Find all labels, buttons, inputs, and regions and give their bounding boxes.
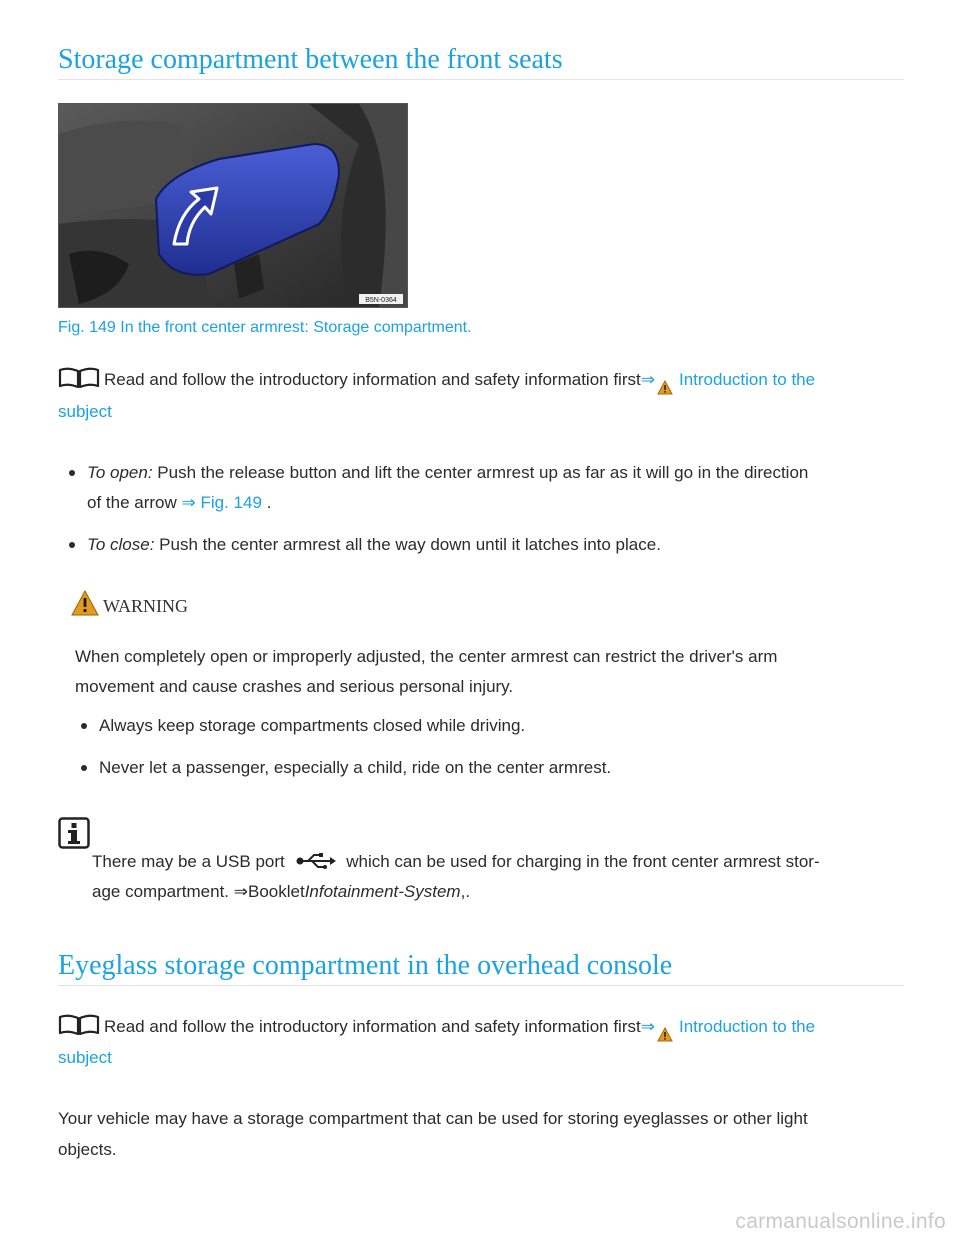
figure-image-armrest — [58, 103, 408, 308]
body-text-1: Your vehicle may have a storage compartment that can be used for storing eyeglasses or other light — [58, 1109, 808, 1128]
warning-text-1: When completely open or improperly adjusted, the center armrest can restrict the driver's arm — [75, 647, 778, 666]
intro2-link[interactable]: Introduction to the — [678, 1017, 816, 1036]
intro2-arrow: ⇒ — [640, 1017, 655, 1036]
section-heading-eyeglass: Eyeglass storage compartment in the overhead console — [58, 950, 673, 981]
info-icon — [58, 817, 90, 854]
step-open-end: . — [266, 493, 272, 512]
intro-line — [104, 364, 815, 405]
intro-text: Read and follow the introductory information and safety information first — [104, 370, 641, 389]
warning-item: Never let a passenger, especially a child, ride on the center armrest. — [99, 752, 611, 783]
book-icon — [58, 367, 100, 394]
step-close-label: To close: — [87, 535, 155, 554]
step-open-cont — [87, 487, 271, 518]
step-close-text: Push the center armrest all the way down until it latches into place. — [159, 535, 661, 554]
watermark: carmanualsonline.info — [735, 1210, 946, 1233]
note-line2-italic: Infotainment-System — [304, 882, 461, 901]
heading-rule — [58, 79, 904, 80]
body-text-2: objects. — [58, 1140, 117, 1159]
warning-text-2: movement and cause crashes and serious personal injury. — [75, 677, 514, 696]
note-text-pre: There may be a USB port — [92, 852, 285, 871]
note-line-2 — [92, 876, 470, 907]
usb-icon — [296, 848, 336, 879]
warning-item: Always keep storage compartments closed while driving. — [99, 710, 525, 741]
step-close — [87, 529, 897, 560]
step-open-text: Push the release button and lift the center armrest up as far as it will go in the direction — [157, 463, 809, 482]
heading-rule — [58, 985, 904, 986]
step-open — [87, 457, 897, 488]
warning-title: WARNING — [103, 596, 188, 616]
fig-ref-link[interactable]: ⇒ Fig. 149 — [181, 493, 262, 512]
intro-link[interactable]: Introduction to the — [678, 370, 816, 389]
warning-triangle-icon — [657, 1021, 673, 1052]
intro2-text: Read and follow the introductory information and safety information first — [104, 1017, 641, 1036]
note-line2-a: age compartment. ⇒Booklet — [92, 882, 305, 901]
step-open-text2: of the arrow — [87, 493, 177, 512]
note-text-post: which can be used for charging in the front center armrest stor- — [346, 852, 820, 871]
intro-line-2 — [104, 1011, 815, 1052]
warning-icon — [71, 590, 99, 621]
section-heading-storage: Storage compartment between the front seats — [58, 44, 563, 75]
warning-triangle-icon — [657, 374, 673, 405]
figure-code: B5N-0364 — [365, 297, 397, 304]
step-open-label: To open: — [87, 463, 153, 482]
note-line2-end: ,. — [460, 882, 471, 901]
intro-arrow: ⇒ — [640, 370, 655, 389]
figure-caption: Fig. 149 In the front center armrest: Storage compartment. — [58, 319, 472, 336]
intro-link-cont[interactable]: subject — [58, 402, 112, 421]
note-line-1 — [92, 846, 820, 879]
intro2-link-cont[interactable]: subject — [58, 1048, 112, 1067]
book-icon — [58, 1014, 100, 1041]
